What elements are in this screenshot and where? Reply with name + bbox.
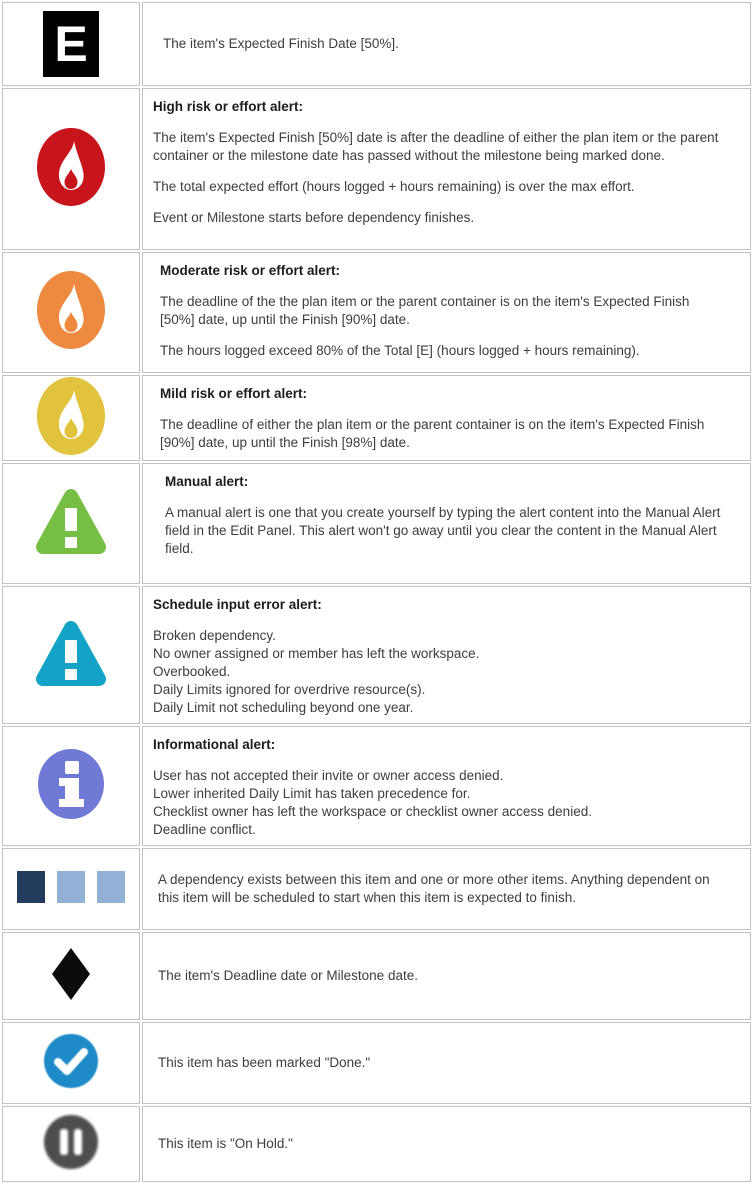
description-cell — [142, 1022, 751, 1104]
alert-heading: High risk or effort alert: — [153, 99, 304, 114]
legend-row — [2, 1022, 751, 1104]
legend-row — [2, 88, 751, 250]
description-cell — [142, 2, 751, 86]
description-line: Event or Milestone starts before dependency finishes. — [153, 210, 475, 225]
description-paragraph — [163, 35, 724, 53]
description-line: This item is "On Hold." — [158, 1136, 293, 1151]
legend-row — [2, 2, 751, 86]
description-paragraph — [153, 209, 724, 227]
description-paragraph — [158, 1054, 724, 1072]
description-line: No owner assigned or member has left the workspace. — [153, 646, 480, 661]
legend-row — [2, 375, 751, 461]
description-line: The total expected effort (hours logged + hours remaining) is over the max effort. — [153, 179, 635, 194]
alert-heading: Schedule input error alert: — [153, 597, 322, 612]
description-cell — [142, 848, 751, 930]
description-line: This item has been marked "Done." — [158, 1055, 371, 1070]
description-paragraph — [158, 967, 724, 985]
schedule-error-triangle-icon — [34, 614, 108, 692]
description-line: The deadline of the the plan item or the parent container is on the item's Expected Finish [50%] date, up until the Finish [90%] date. — [160, 294, 690, 327]
description-line: The item's Expected Finish [50%] date is after the deadline of either the plan item or the parent container or the milestone date has passed without the milestone being marked done. — [153, 130, 719, 163]
icon-cell — [2, 88, 140, 250]
description-cell — [142, 586, 751, 724]
description-line: A manual alert is one that you create yourself by typing the alert content into the Manual Alert field in the Edit Panel. This alert won't go away until you clear the content in the Manual Alert field. — [165, 505, 721, 556]
description-paragraph — [153, 178, 724, 196]
icon-cell — [2, 1022, 140, 1104]
description-cell — [142, 726, 751, 846]
mild-risk-flame-icon — [37, 377, 105, 455]
description-cell — [142, 932, 751, 1020]
icon-cell — [2, 375, 140, 461]
alert-heading: Mild risk or effort alert: — [160, 386, 308, 401]
description-cell — [142, 375, 751, 461]
legend-row — [2, 463, 751, 584]
description-line: Broken dependency. — [153, 628, 276, 643]
description-cell — [142, 88, 751, 250]
description-paragraph — [158, 871, 724, 907]
high-risk-flame-icon — [37, 128, 105, 206]
alert-heading: Moderate risk or effort alert: — [160, 263, 341, 278]
alert-heading: Manual alert: — [165, 474, 249, 489]
description-cell — [142, 463, 751, 584]
description-line: Checklist owner has left the workspace or checklist owner access denied. — [153, 804, 592, 819]
done-check-icon — [44, 1034, 98, 1088]
moderate-risk-flame-icon — [37, 271, 105, 349]
description-line: User has not accepted their invite or owner access denied. — [153, 768, 504, 783]
description-cell — [142, 1106, 751, 1182]
manual-alert-triangle-icon — [34, 482, 108, 560]
expected-finish-e-icon — [43, 11, 99, 77]
description-line: The item's Expected Finish Date [50%]. — [163, 36, 399, 51]
deadline-diamond-icon — [52, 948, 90, 1000]
legend-row — [2, 726, 751, 846]
description-line: Overbooked. — [153, 664, 231, 679]
description-line: Deadline conflict. — [153, 822, 256, 837]
description-paragraph — [153, 129, 724, 165]
description-paragraph — [160, 342, 724, 360]
legend-row — [2, 1106, 751, 1182]
description-cell — [142, 252, 751, 373]
on-hold-pause-icon — [44, 1115, 98, 1169]
description-line: The deadline of either the plan item or the parent container is on the item's Expected Finish [90%] date, up until the Finish [98%] date. — [160, 417, 705, 450]
icon-cell — [2, 463, 140, 584]
description-line: A dependency exists between this item and one or more other items. Anything dependent on this item will be scheduled to start when this item is expected to finish. — [158, 872, 710, 905]
legend-row — [2, 932, 751, 1020]
informational-alert-icon — [38, 749, 104, 819]
legend-row — [2, 586, 751, 724]
dependency-squares-icon — [17, 870, 125, 904]
icon-cell — [2, 586, 140, 724]
description-paragraph — [165, 504, 724, 558]
icon-cell — [2, 726, 140, 846]
legend-row — [2, 848, 751, 930]
description-paragraph — [153, 627, 724, 717]
description-paragraph — [160, 416, 724, 452]
icon-cell — [2, 848, 140, 930]
legend-row — [2, 252, 751, 373]
description-line: The item's Deadline date or Milestone date. — [158, 968, 418, 983]
description-line: Daily Limits ignored for overdrive resource(s). — [153, 682, 426, 697]
expected-finish-letter: E — [43, 11, 99, 77]
icon-cell — [2, 2, 140, 86]
description-line: Daily Limit not scheduling beyond one year. — [153, 700, 414, 715]
description-paragraph — [158, 1135, 724, 1153]
icon-cell — [2, 932, 140, 1020]
description-paragraph — [160, 293, 724, 329]
description-line: The hours logged exceed 80% of the Total [E] (hours logged + hours remaining). — [160, 343, 640, 358]
description-paragraph — [153, 767, 724, 839]
icon-cell — [2, 252, 140, 373]
icon-cell — [2, 1106, 140, 1182]
alert-heading: Informational alert: — [153, 737, 276, 752]
description-line: Lower inherited Daily Limit has taken precedence for. — [153, 786, 471, 801]
